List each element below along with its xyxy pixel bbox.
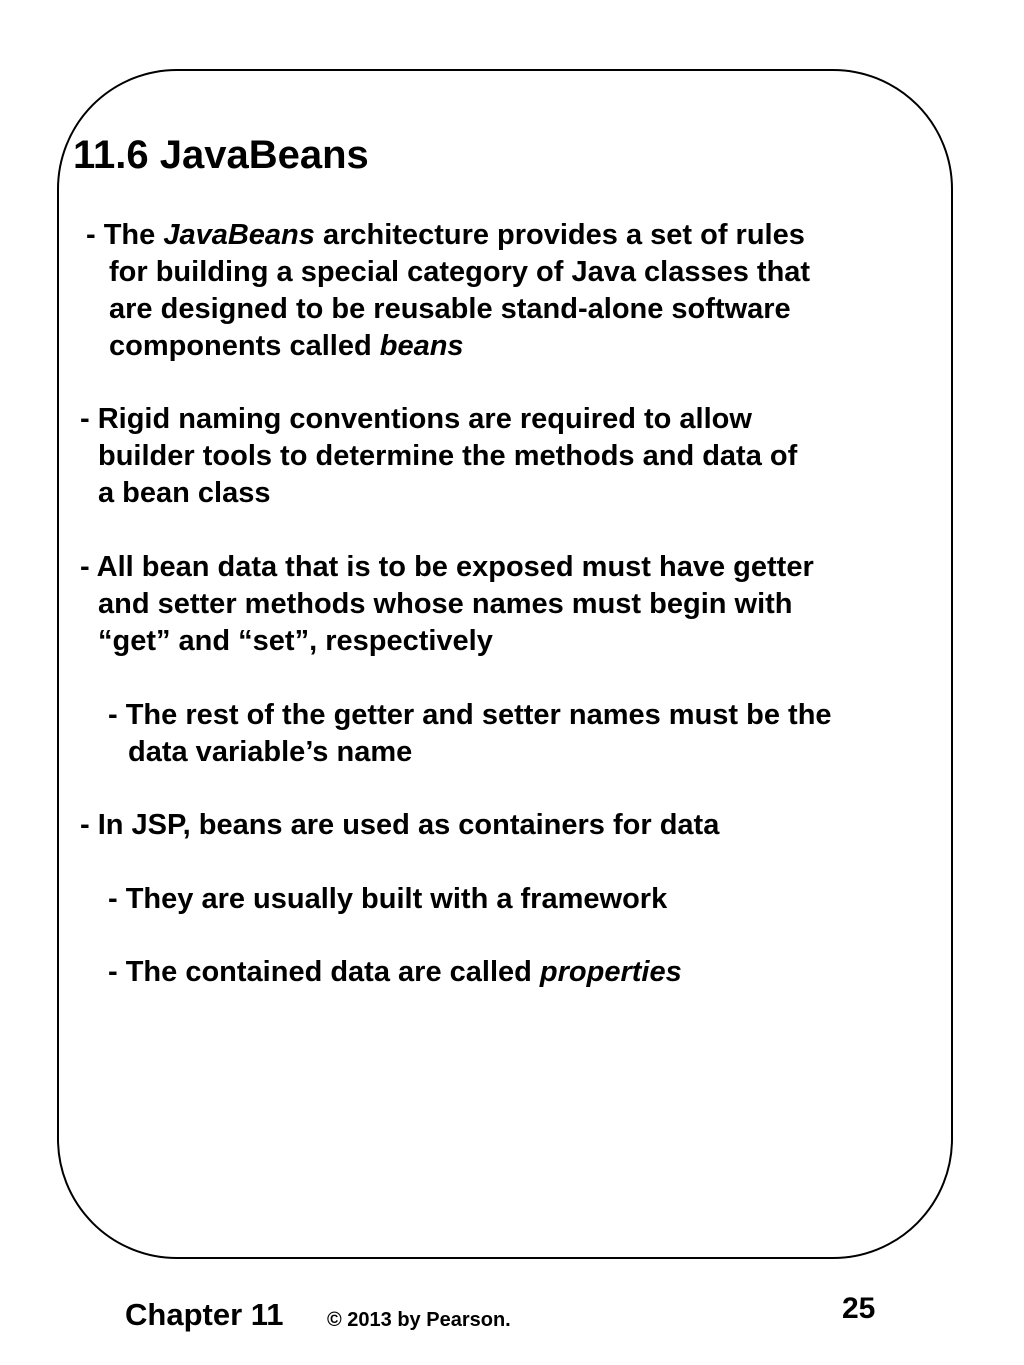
text-run: - The — [86, 219, 164, 251]
paragraph-line: “get” and “set”, respectively — [98, 625, 493, 657]
emphasis-beans: beans — [379, 330, 464, 362]
paragraph-line: for building a special category of Java classes that — [109, 256, 811, 288]
paragraph-naming-conventions — [80, 401, 797, 512]
paragraph-getter-setter — [80, 549, 814, 660]
emphasis-javabeans: JavaBeans — [163, 219, 315, 251]
paragraph-line: - They are usually built with a framework — [108, 883, 668, 915]
paragraph-getter-setter-names — [108, 697, 832, 771]
paragraph-line: a bean class — [98, 477, 271, 509]
slide-title: 11.6 JavaBeans — [73, 133, 369, 177]
paragraph-javabeans-architecture — [86, 217, 810, 365]
paragraph-line — [86, 328, 810, 365]
paragraph-line: - In JSP, beans are used as containers for data — [80, 809, 720, 841]
text-run: components called — [109, 330, 380, 362]
paragraph-line: - The rest of the getter and setter names must be the — [108, 699, 832, 731]
text-run: - The contained data are called — [108, 956, 540, 988]
paragraph-jsp-beans — [80, 807, 719, 844]
footer-page-number: 25 — [842, 1292, 876, 1325]
paragraph-line: are designed to be reusable stand-alone software — [109, 293, 791, 325]
paragraph-line: - All bean data that is to be exposed must have getter — [80, 551, 814, 583]
footer-copyright: © 2013 by Pearson. — [327, 1309, 511, 1331]
text-run: architecture provides a set of rules — [314, 219, 805, 251]
paragraph-properties — [108, 954, 682, 991]
paragraph-line: data variable’s name — [128, 736, 413, 768]
paragraph-line — [108, 954, 682, 991]
paragraph-line: and setter methods whose names must begin with — [98, 588, 793, 620]
paragraph-line: - Rigid naming conventions are required to allow — [80, 403, 752, 435]
paragraph-framework — [108, 881, 667, 918]
footer-chapter-label: Chapter 11 — [125, 1297, 284, 1332]
emphasis-properties: properties — [539, 956, 682, 988]
paragraph-line: builder tools to determine the methods and data of — [98, 440, 798, 472]
paragraph-line — [86, 217, 810, 254]
